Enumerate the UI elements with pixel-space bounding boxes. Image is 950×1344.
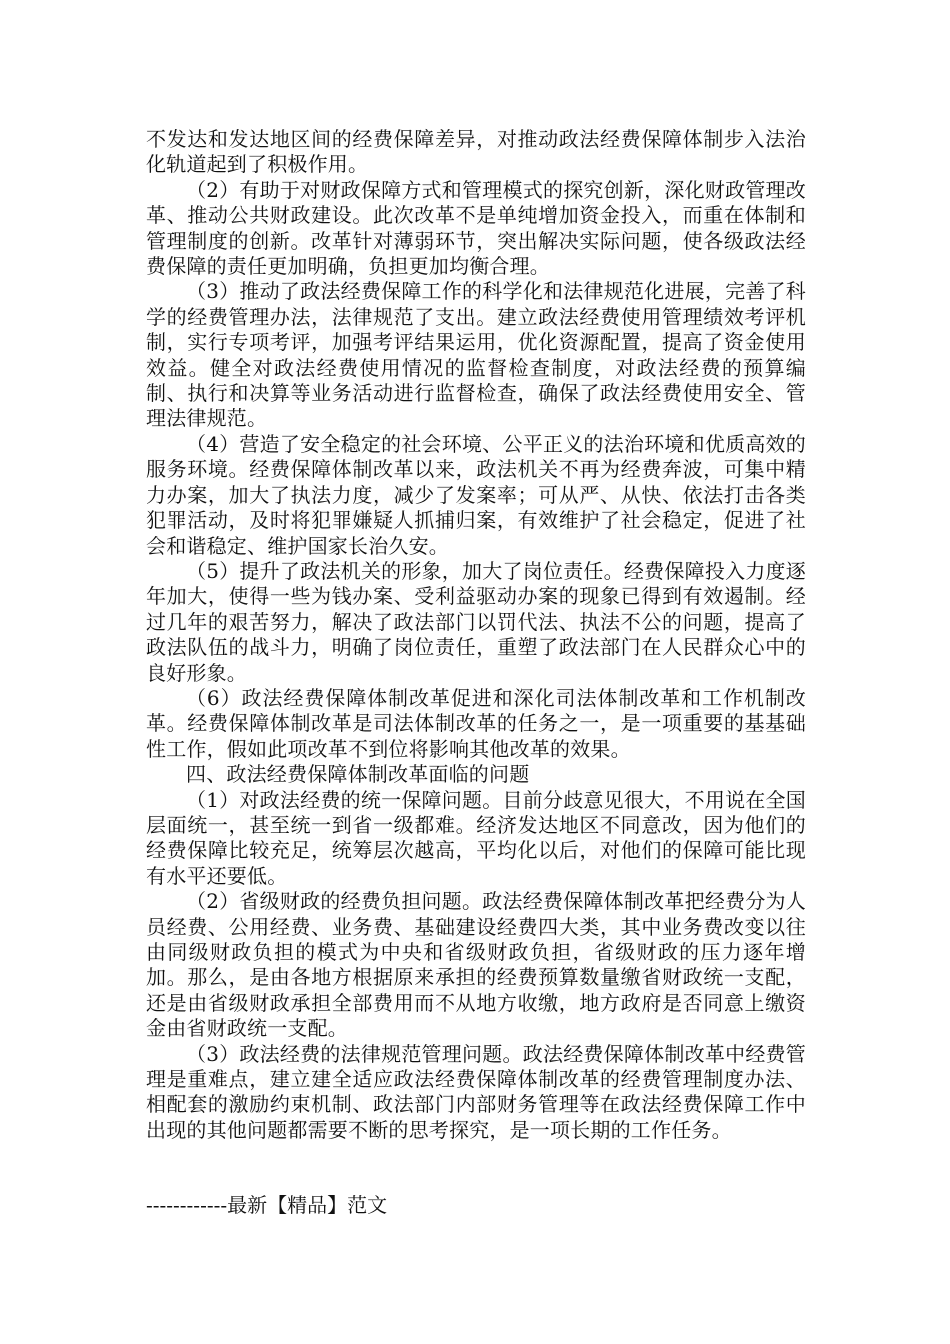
paragraph-4: （4）营造了安全稳定的社会环境、公平正义的法治环境和优质高效的服务环境。经费保障体制改革以来，政法机关不再为经费奔波，可集中精力办案，加大了执法力度，减少了发案率；可从严、从快、依法打击各类犯罪活动，及时将犯罪嫌疑人抓捕归案，有效维护了社会稳定，促进了社会和谐稳定、维护国家长治久安。 (146, 431, 806, 558)
page-footer: ------------最新【精品】范文 (146, 1193, 388, 1217)
paragraph-7: （1）对政法经费的统一保障问题。目前分歧意见很大，不用说在全国层面统一，甚至统一到省一级都难。经济发达地区不同意改，因为他们的经费保障比较充足，统筹层次越高，平均化以后，对他们的保障可能比现有水平还要低。 (146, 787, 806, 888)
paragraph-9: （3）政法经费的法律规范管理问题。政法经费保障体制改革中经费管理是重难点，建立建全适应政法经费保障体制改革的经费管理制度办法、相配套的激励约束机制、政法部门内部财务管理等在政法经费保障工作中出现的其他问题都需要不断的思考探究，是一项长期的工作任务。 (146, 1041, 806, 1142)
paragraph-2: （2）有助于对财政保障方式和管理模式的探究创新，深化财政管理改革、推动公共财政建设。此次改革不是单纯增加资金投入，而重在体制和管理制度的创新。改革针对薄弱环节，突出解决实际问题，使各级政法经费保障的责任更加明确，负担更加均衡合理。 (146, 177, 806, 279)
paragraph-1: 不发达和发达地区间的经费保障差异，对推动政法经费保障体制步入法治化轨道起到了积极作用。 (146, 127, 806, 177)
document-body (146, 127, 806, 1143)
paragraph-3: （3）推动了政法经费保障工作的科学化和法律规范化进展，完善了科学的经费管理办法，法律规范了支出。建立政法经费使用管理绩效考评机制，实行专项考评，加强考评结果运用，优化资源配置，提高了资金使用效益。健全对政法经费使用情况的监督检查制度，对政法经费的预算编制、执行和决算等业务活动进行监督检查，确保了政法经费使用安全、管理法律规范。 (146, 279, 806, 431)
section-heading: 四、政法经费保障体制改革面临的问题 (186, 762, 530, 787)
paragraph-5: （5）提升了政法机关的形象，加大了岗位责任。经费保障投入力度逐年加大，使得一些为钱办案、受利益驱动办案的现象已得到有效遏制。经过几年的艰苦努力，解决了政法部门以罚代法、执法不公的问题，提高了政法队伍的战斗力，明确了岗位责任，重塑了政法部门在人民群众心中的良好形象。 (146, 558, 806, 685)
paragraph-6: （6）政法经费保障体制改革促进和深化司法体制改革和工作机制改革。经费保障体制改革是司法体制改革的任务之一，是一项重要的基基础性工作，假如此项改革不到位将影响其他改革的效果。 (146, 685, 806, 761)
paragraph-8: （2）省级财政的经费负担问题。政法经费保障体制改革把经费分为人员经费、公用经费、业务费、基础建设经费四大类，其中业务费改变以往由同级财政负担的模式为中央和省级财政负担，省级财政的压力逐年增加。那么，是由各地方根据原来承担的经费预算数量缴省财政统一支配，还是由省级财政承担全部费用而不从地方收缴，地方政府是否同意上缴资金由省财政统一支配。 (146, 889, 806, 1041)
